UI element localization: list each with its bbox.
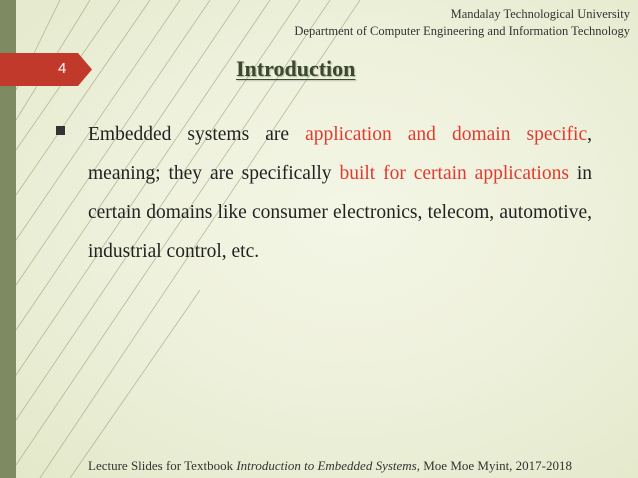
bullet-highlight-2: built for certain applications — [339, 163, 569, 184]
bullet-text-part2: , meaning; they are specifically — [88, 124, 592, 184]
bullet-text — [88, 115, 592, 271]
department-name: Department of Computer Engineering and Information Technology — [294, 24, 630, 38]
footer-suffix: , Moe Moe Myint, 2017-2018 — [416, 458, 573, 473]
bullet-text-part3: in certain domains like consumer electronics, telecom, automotive, industrial control, etc. — [88, 163, 592, 262]
header-organization — [294, 6, 630, 40]
slide-number: 4 — [58, 60, 67, 77]
university-name: Mandalay Technological University — [450, 7, 630, 21]
square-bullet-icon — [56, 126, 65, 135]
slide-title: Introduction — [236, 56, 356, 81]
footer-citation — [88, 458, 572, 474]
bullet-text-part1: Embedded systems are — [88, 124, 306, 145]
footer-prefix: Lecture Slides for Textbook — [88, 458, 237, 473]
footer-book-title: Introduction to Embedded Systems — [236, 458, 417, 473]
bullet-highlight-1: application and domain specific — [305, 124, 588, 145]
slide-number-tab — [0, 53, 92, 86]
